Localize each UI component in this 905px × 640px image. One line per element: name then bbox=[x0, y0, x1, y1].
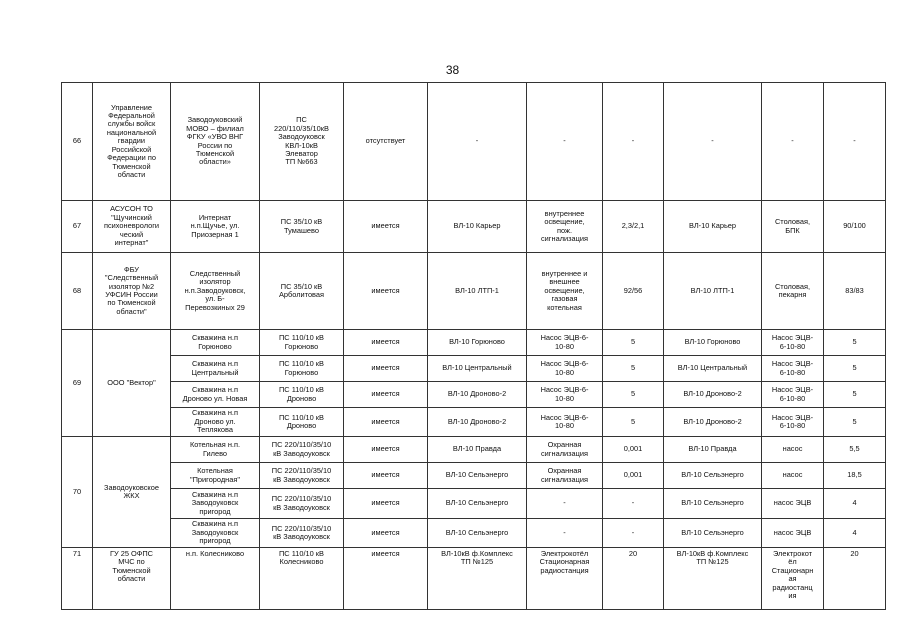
feed-line-2: ВЛ-10 Горюново bbox=[664, 330, 762, 356]
substation: ПС 110/10 кВ Горюново bbox=[260, 356, 344, 382]
load: - bbox=[527, 83, 603, 201]
organization: АСУСОН ТО "Щучинский психоневрологи ческий интернат" bbox=[93, 201, 171, 253]
table-row bbox=[62, 330, 886, 356]
table-row bbox=[62, 437, 886, 463]
feed-line: ВЛ-10 Правда bbox=[428, 437, 527, 463]
feed-line-2: ВЛ-10 Центральный bbox=[664, 356, 762, 382]
load: внутреннее и внешнее освещение, газовая котельная bbox=[527, 253, 603, 330]
feed-line-2: ВЛ-10 Дроново-2 bbox=[664, 382, 762, 408]
load-2: - bbox=[762, 83, 824, 201]
row-number: 69 bbox=[62, 330, 93, 437]
load: Насос ЭЦВ-6- 10-80 bbox=[527, 382, 603, 408]
reserve-status: имеется bbox=[344, 489, 428, 519]
feed-line-2: ВЛ-10кВ ф.Комплекс ТП №125 bbox=[664, 548, 762, 610]
table-row bbox=[62, 83, 886, 201]
table-row bbox=[62, 356, 886, 382]
organization: Управление Федеральной службы войск национальной гвардии Российской Федерации по Тюменской области bbox=[93, 83, 171, 201]
feed-line-2: ВЛ-10 Сельэнерго bbox=[664, 463, 762, 489]
power-2: 20 bbox=[824, 548, 886, 610]
load: Охранная сигнализация bbox=[527, 463, 603, 489]
load: Насос ЭЦВ-6- 10-80 bbox=[527, 408, 603, 437]
substation: ПС 110/10 кВ Колесниково bbox=[260, 548, 344, 610]
object: Скважина н.п Дроново ул. Новая bbox=[171, 382, 260, 408]
power-2: 18,5 bbox=[824, 463, 886, 489]
load-2: Электрокот ёл Стационарн ая радиостанц ия bbox=[762, 548, 824, 610]
table-row bbox=[62, 253, 886, 330]
feed-line: ВЛ-10 Сельэнерго bbox=[428, 489, 527, 519]
load-2: насос ЭЦВ bbox=[762, 519, 824, 548]
object: Котельная н.п. Гилево bbox=[171, 437, 260, 463]
power-2: 5 bbox=[824, 356, 886, 382]
power: 20 bbox=[603, 548, 664, 610]
reserve-status: отсутствует bbox=[344, 83, 428, 201]
reserve-status: имеется bbox=[344, 253, 428, 330]
object: Интернат н.п.Щучье, ул. Приозерная 1 bbox=[171, 201, 260, 253]
substation: ПС 35/10 кВ Тумашево bbox=[260, 201, 344, 253]
power: 5 bbox=[603, 382, 664, 408]
table-row bbox=[62, 201, 886, 253]
row-number: 67 bbox=[62, 201, 93, 253]
load: Электрокотёл Стационарная радиостанция bbox=[527, 548, 603, 610]
feed-line: ВЛ-10 Горюново bbox=[428, 330, 527, 356]
load-2: Столовая, БПК bbox=[762, 201, 824, 253]
power-2: 90/100 bbox=[824, 201, 886, 253]
load: Охранная сигнализация bbox=[527, 437, 603, 463]
power: 0,001 bbox=[603, 437, 664, 463]
power-2: 4 bbox=[824, 489, 886, 519]
feed-line-2: ВЛ-10 ЛТП-1 bbox=[664, 253, 762, 330]
load: внутреннее освещение, пож. сигнализация bbox=[527, 201, 603, 253]
table-row bbox=[62, 489, 886, 519]
object: Заводоуковский МОВО – филиал ФГКУ «УВО ВНГ России по Тюменской области» bbox=[171, 83, 260, 201]
power: 5 bbox=[603, 408, 664, 437]
row-number: 70 bbox=[62, 437, 93, 548]
power-2: 83/83 bbox=[824, 253, 886, 330]
substation: ПС 110/10 кВ Дроново bbox=[260, 408, 344, 437]
table-row bbox=[62, 463, 886, 489]
reserve-status: имеется bbox=[344, 519, 428, 548]
load-2: Насос ЭЦВ- 6-10-80 bbox=[762, 382, 824, 408]
substation: ПС 220/110/35/10кВ Заводоуковск КВЛ-10кВ Элеватор ТП №663 bbox=[260, 83, 344, 201]
feed-line: ВЛ-10 Центральный bbox=[428, 356, 527, 382]
power: 2,3/2,1 bbox=[603, 201, 664, 253]
feed-line-2: ВЛ-10 Сельэнерго bbox=[664, 489, 762, 519]
organization: ФБУ "Следственный изолятор №2 УФСИН России по Тюменской области" bbox=[93, 253, 171, 330]
feed-line: ВЛ-10 ЛТП-1 bbox=[428, 253, 527, 330]
substation: ПС 110/10 кВ Горюново bbox=[260, 330, 344, 356]
power-2: 5,5 bbox=[824, 437, 886, 463]
substation: ПС 220/110/35/10 кВ Заводоуковск bbox=[260, 519, 344, 548]
object: Скважина н.п Центральный bbox=[171, 356, 260, 382]
load: - bbox=[527, 519, 603, 548]
substation: ПС 220/110/35/10 кВ Заводоуковск bbox=[260, 437, 344, 463]
power-2: 5 bbox=[824, 408, 886, 437]
load: - bbox=[527, 489, 603, 519]
power: 5 bbox=[603, 356, 664, 382]
reserve-status: имеется bbox=[344, 356, 428, 382]
feed-line: ВЛ-10 Карьер bbox=[428, 201, 527, 253]
reserve-status: имеется bbox=[344, 408, 428, 437]
substation: ПС 35/10 кВ Арболитовая bbox=[260, 253, 344, 330]
page-number: 38 bbox=[445, 63, 460, 77]
power-2: 5 bbox=[824, 330, 886, 356]
row-number: 66 bbox=[62, 83, 93, 201]
substation: ПС 110/10 кВ Дроново bbox=[260, 382, 344, 408]
feed-line: ВЛ-10 Сельэнерго bbox=[428, 519, 527, 548]
reserve-status: имеется bbox=[344, 548, 428, 610]
feed-line: ВЛ-10 Сельэнерго bbox=[428, 463, 527, 489]
table-row bbox=[62, 519, 886, 548]
load: Насос ЭЦВ-6- 10-80 bbox=[527, 356, 603, 382]
load-2: Насос ЭЦВ- 6-10-80 bbox=[762, 408, 824, 437]
feed-line-2: ВЛ-10 Карьер bbox=[664, 201, 762, 253]
power: - bbox=[603, 83, 664, 201]
reserve-status: имеется bbox=[344, 330, 428, 356]
load: Насос ЭЦВ-6- 10-80 bbox=[527, 330, 603, 356]
table-row bbox=[62, 548, 886, 610]
power-2: 5 bbox=[824, 382, 886, 408]
row-number: 71 bbox=[62, 548, 93, 610]
power: - bbox=[603, 489, 664, 519]
power: - bbox=[603, 519, 664, 548]
feed-line: ВЛ-10 Дроново-2 bbox=[428, 408, 527, 437]
power: 92/56 bbox=[603, 253, 664, 330]
load-2: насос bbox=[762, 437, 824, 463]
load-2: Насос ЭЦВ- 6-10-80 bbox=[762, 330, 824, 356]
reserve-status: имеется bbox=[344, 382, 428, 408]
object: Скважина н.п Заводоуковск пригород bbox=[171, 489, 260, 519]
feed-line-2: ВЛ-10 Сельэнерго bbox=[664, 519, 762, 548]
load-2: Столовая, пекарня bbox=[762, 253, 824, 330]
feed-line: ВЛ-10кВ ф.Комплекс ТП №125 bbox=[428, 548, 527, 610]
substation: ПС 220/110/35/10 кВ Заводоуковск bbox=[260, 489, 344, 519]
reserve-status: имеется bbox=[344, 463, 428, 489]
feed-line: ВЛ-10 Дроново-2 bbox=[428, 382, 527, 408]
feed-line: - bbox=[428, 83, 527, 201]
organization: ГУ 25 ОФПС МЧС по Тюменской области bbox=[93, 548, 171, 610]
power: 5 bbox=[603, 330, 664, 356]
load-2: насос ЭЦВ bbox=[762, 489, 824, 519]
object: Скважина н.п Дроново ул. Теплякова bbox=[171, 408, 260, 437]
reserve-status: имеется bbox=[344, 201, 428, 253]
object: н.п. Колесниково bbox=[171, 548, 260, 610]
power-2: 4 bbox=[824, 519, 886, 548]
object: Скважина н.п Горюново bbox=[171, 330, 260, 356]
reserve-status: имеется bbox=[344, 437, 428, 463]
feed-line-2: ВЛ-10 Правда bbox=[664, 437, 762, 463]
table-row bbox=[62, 408, 886, 437]
object: Котельная "Пригородная" bbox=[171, 463, 260, 489]
organization: Заводоуковское ЖКХ bbox=[93, 437, 171, 548]
substation: ПС 220/110/35/10 кВ Заводоуковск bbox=[260, 463, 344, 489]
organization: ООО "Вектор" bbox=[93, 330, 171, 437]
feed-line-2: - bbox=[664, 83, 762, 201]
load-2: Насос ЭЦВ- 6-10-80 bbox=[762, 356, 824, 382]
row-number: 68 bbox=[62, 253, 93, 330]
load-2: насос bbox=[762, 463, 824, 489]
power-2: - bbox=[824, 83, 886, 201]
table-row bbox=[62, 382, 886, 408]
power: 0,001 bbox=[603, 463, 664, 489]
feed-line-2: ВЛ-10 Дроново-2 bbox=[664, 408, 762, 437]
data-table bbox=[61, 82, 886, 610]
object: Следственный изолятор н.п.Заводоуковск, ул. Б- Перевозкиных 29 bbox=[171, 253, 260, 330]
object: Скважина н.п Заводоуковск пригород bbox=[171, 519, 260, 548]
